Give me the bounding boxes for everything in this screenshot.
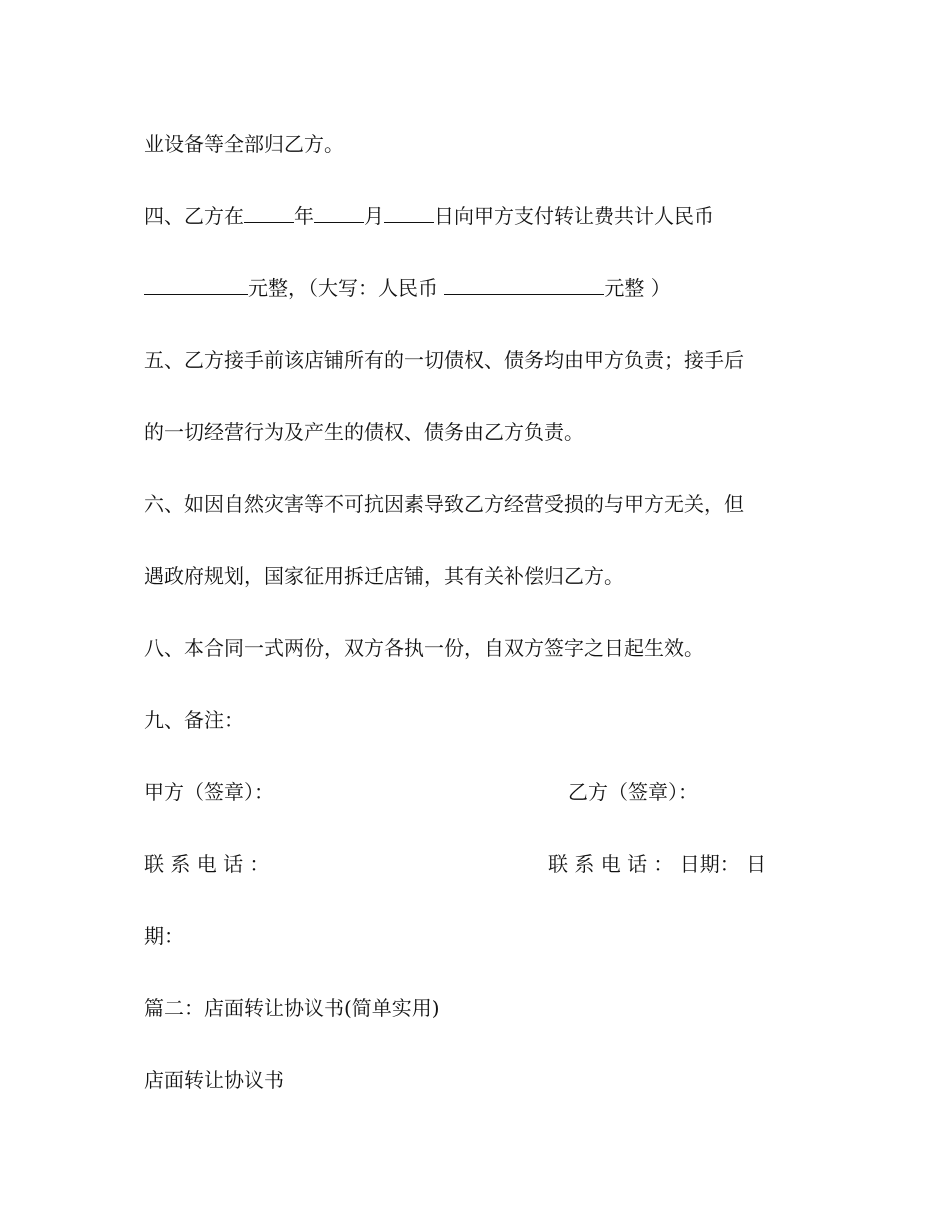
amount-uppercase-label: 元整，（大写：人民币 (248, 276, 445, 300)
force-majeure-line-2: 遇政府规划，国家征用拆迁店铺，其有关补偿归乙方。 (144, 564, 624, 588)
month-label: 月 (364, 204, 384, 228)
amount-suffix: 元整 ） (604, 276, 671, 300)
remarks-heading: 九、备注： (144, 708, 244, 732)
payment-clause-line (144, 202, 824, 230)
debt-clause-line-1: 五、乙方接手前该店铺所有的一切债权、债务均由甲方负责；接手后 (144, 348, 744, 372)
party-b-phone-date-label: 联 系 电 话 ： 日期： 日 (548, 852, 767, 876)
party-a-phone-label: 联 系 电 话 ： (144, 852, 270, 876)
paragraph-line-1: 业设备等全部归乙方。 (144, 132, 344, 156)
party-b-signature-label: 乙方（签章）： (568, 780, 698, 804)
year-blank (244, 202, 294, 223)
day-blank (384, 202, 434, 223)
month-blank (314, 202, 364, 223)
payment-clause-suffix: 日向甲方支付转让费共计人民币 (434, 204, 714, 228)
amount-line (144, 274, 824, 302)
agreement-title: 店面转让协议书 (144, 1068, 284, 1092)
amount-uppercase-blank (444, 274, 604, 295)
party-a-signature-label: 甲方（签章）： (144, 780, 274, 804)
copies-clause: 八、本合同一式两份，双方各执一份，自双方签字之日起生效。 (144, 636, 704, 660)
date-continuation: 期： (144, 924, 184, 948)
year-label: 年 (294, 204, 314, 228)
force-majeure-line-1: 六、如因自然灾害等不可抗因素导致乙方经营受损的与甲方无关，但 (144, 492, 744, 516)
section-two-heading: 篇二：店面转让协议书(简单实用) (144, 996, 440, 1020)
debt-clause-line-2: 的一切经营行为及产生的债权、债务由乙方负责。 (144, 420, 584, 444)
payment-clause-prefix: 四、乙方在 (144, 204, 244, 228)
amount-blank (144, 274, 248, 295)
